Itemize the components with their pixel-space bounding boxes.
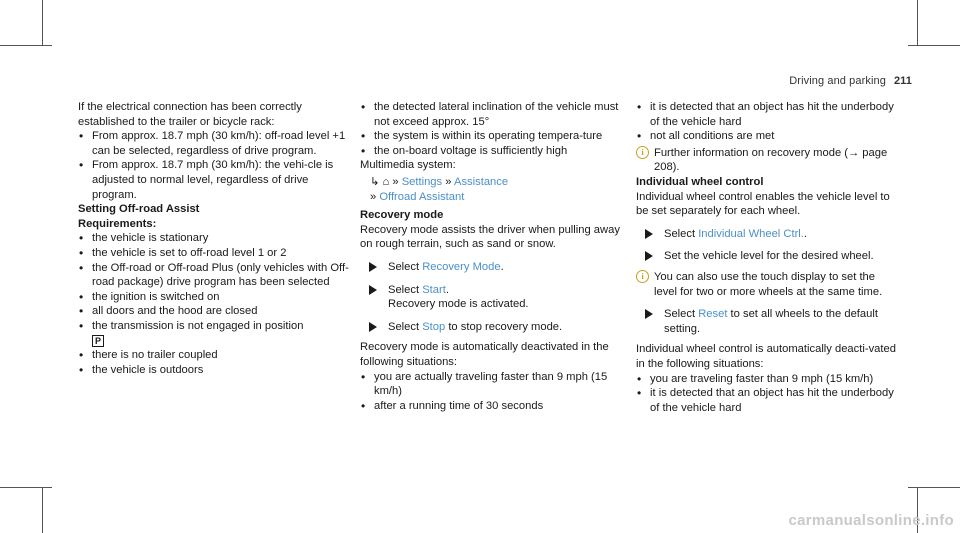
requirements-list-cont [360, 100, 632, 158]
list-item: • From approx. 18.7 mph (30 km/h): the vehi-cle is adjusted to normal level, regardless of drive program. [78, 158, 350, 202]
chevron-right-icon: » [445, 175, 452, 188]
step-text: . [445, 283, 449, 296]
step [636, 307, 898, 336]
bullet-list [636, 100, 898, 144]
section-title: Driving and parking [789, 75, 886, 87]
step-text: to stop recovery mode. [445, 320, 563, 333]
crop-mark [0, 45, 52, 46]
requirements-heading: Requirements: [78, 217, 157, 230]
step-text: . [803, 227, 808, 240]
enter-arrow-icon: ↳ [370, 175, 380, 188]
reset-link[interactable]: Reset [698, 308, 728, 321]
crop-mark [42, 487, 43, 533]
step-arrow-icon [369, 285, 377, 295]
crop-mark [917, 0, 918, 46]
menu-assistance[interactable]: Assistance [453, 175, 509, 188]
note-text: You can also use the touch display to set the level for two or more wheels at the same time. [654, 270, 883, 298]
info-note [636, 270, 898, 299]
list-item: • it is detected that an object has hit the underbody of the vehicle hard [636, 386, 898, 415]
menu-path [360, 175, 632, 204]
multimedia-label: Multimedia system: [360, 159, 456, 172]
info-icon: i [636, 146, 649, 159]
step-text: to set all wheels to the default setting. [664, 308, 878, 335]
individual-wheel-ctrl-link[interactable]: Individual Wheel Ctrl. [698, 227, 804, 240]
auto-deactivate-text: Recovery mode is automatically deactivated in the following situations: [360, 341, 609, 368]
step-text: Set the vehicle level for the desired wheel. [664, 250, 874, 263]
list-item: • not all conditions are met [636, 129, 898, 144]
step [360, 320, 632, 335]
step-text: Select [388, 283, 423, 296]
step-arrow-icon [645, 229, 653, 239]
recovery-text: Recovery mode assists the driver when pulling away on rough terrain, such as sand or snow. [360, 223, 620, 251]
list-item-text: the transmission is not engaged in position [92, 319, 304, 332]
step-text: Select [388, 320, 423, 333]
list-item: • the ignition is switched on [78, 290, 350, 305]
column-2 [360, 100, 632, 413]
list-item: • you are traveling faster than 9 mph (15 km/h) [636, 372, 898, 387]
step-text: . [500, 260, 504, 273]
list-item: • the detected lateral inclination of the vehicle must not exceed approx. 15° [360, 100, 632, 129]
menu-settings[interactable]: Settings [401, 175, 443, 188]
page-header [789, 74, 912, 89]
step [360, 283, 632, 312]
bullet-list [360, 370, 632, 414]
list-item: • you are actually traveling faster than 9 mph (15 km/h) [360, 370, 632, 399]
step [636, 227, 898, 242]
step [636, 249, 898, 264]
recovery-mode-link[interactable]: Recovery Mode [422, 260, 501, 273]
list-item: • all doors and the hood are closed [78, 304, 350, 319]
list-item: • there is no trailer coupled [78, 348, 350, 363]
step-arrow-icon [369, 322, 377, 332]
auto-deactivate-text: Individual wheel control is automatically deacti-vated in the following situations: [636, 343, 896, 370]
crop-mark [908, 487, 960, 488]
start-link[interactable]: Start [422, 283, 446, 296]
column-1 [78, 100, 350, 377]
step-arrow-icon [645, 309, 653, 319]
bullet-list [78, 129, 350, 202]
stop-link[interactable]: Stop [422, 320, 446, 333]
bullet-list [636, 372, 898, 416]
list-item: • after a running time of 30 seconds [360, 399, 632, 414]
recovery-heading: Recovery mode [360, 209, 444, 222]
step [360, 260, 632, 275]
park-position-icon: P [92, 335, 104, 347]
crop-mark [0, 487, 52, 488]
list-item: • the vehicle is set to off-road level 1 or 2 [78, 246, 350, 261]
note-text: Further information on recovery mode (→ page 208). [654, 146, 888, 174]
list-item: • it is detected that an object has hit the underbody of the vehicle hard [636, 100, 898, 129]
page-number: 211 [893, 75, 912, 87]
step-arrow-icon [645, 251, 653, 261]
section-heading: Setting Off-road Assist [78, 203, 200, 216]
step-text: Select [664, 227, 699, 240]
list-item [78, 319, 350, 348]
list-item: • the vehicle is outdoors [78, 363, 350, 378]
chevron-right-icon: » [370, 190, 377, 203]
step-result: Recovery mode is activated. [388, 298, 529, 311]
iwc-text: Individual wheel control enables the vehicle level to be set separately for each wheel. [636, 190, 890, 218]
list-item: • the system is within its operating tempera-ture [360, 129, 632, 144]
list-item: • the vehicle is stationary [78, 231, 350, 246]
info-icon: i [636, 270, 649, 283]
iwc-heading: Individual wheel control [636, 175, 764, 188]
menu-offroad-assistant[interactable]: Offroad Assistant [379, 190, 465, 203]
crop-mark [908, 45, 960, 46]
step-text: Select [664, 308, 699, 321]
list-item: • the Off-road or Off-road Plus (only vehicles with Off-road package) drive program has been selected [78, 261, 350, 290]
chevron-right-icon: » [392, 175, 399, 188]
requirements-list [78, 231, 350, 377]
home-icon: ⌂ [382, 175, 390, 188]
crop-mark [42, 0, 43, 46]
intro-text: If the electrical connection has been correctly established to the trailer or bicycle rack: [78, 101, 302, 128]
column-3 [636, 100, 898, 415]
info-note [636, 146, 898, 175]
watermark: carmanualsonline.info [788, 512, 954, 530]
list-item: • From approx. 18.7 mph (30 km/h): off-road level +1 can be selected, regardless of drive program. [78, 129, 350, 158]
list-item: • the on-board voltage is sufficiently high [360, 144, 632, 159]
step-arrow-icon [369, 262, 377, 272]
step-text: Select [388, 260, 423, 273]
